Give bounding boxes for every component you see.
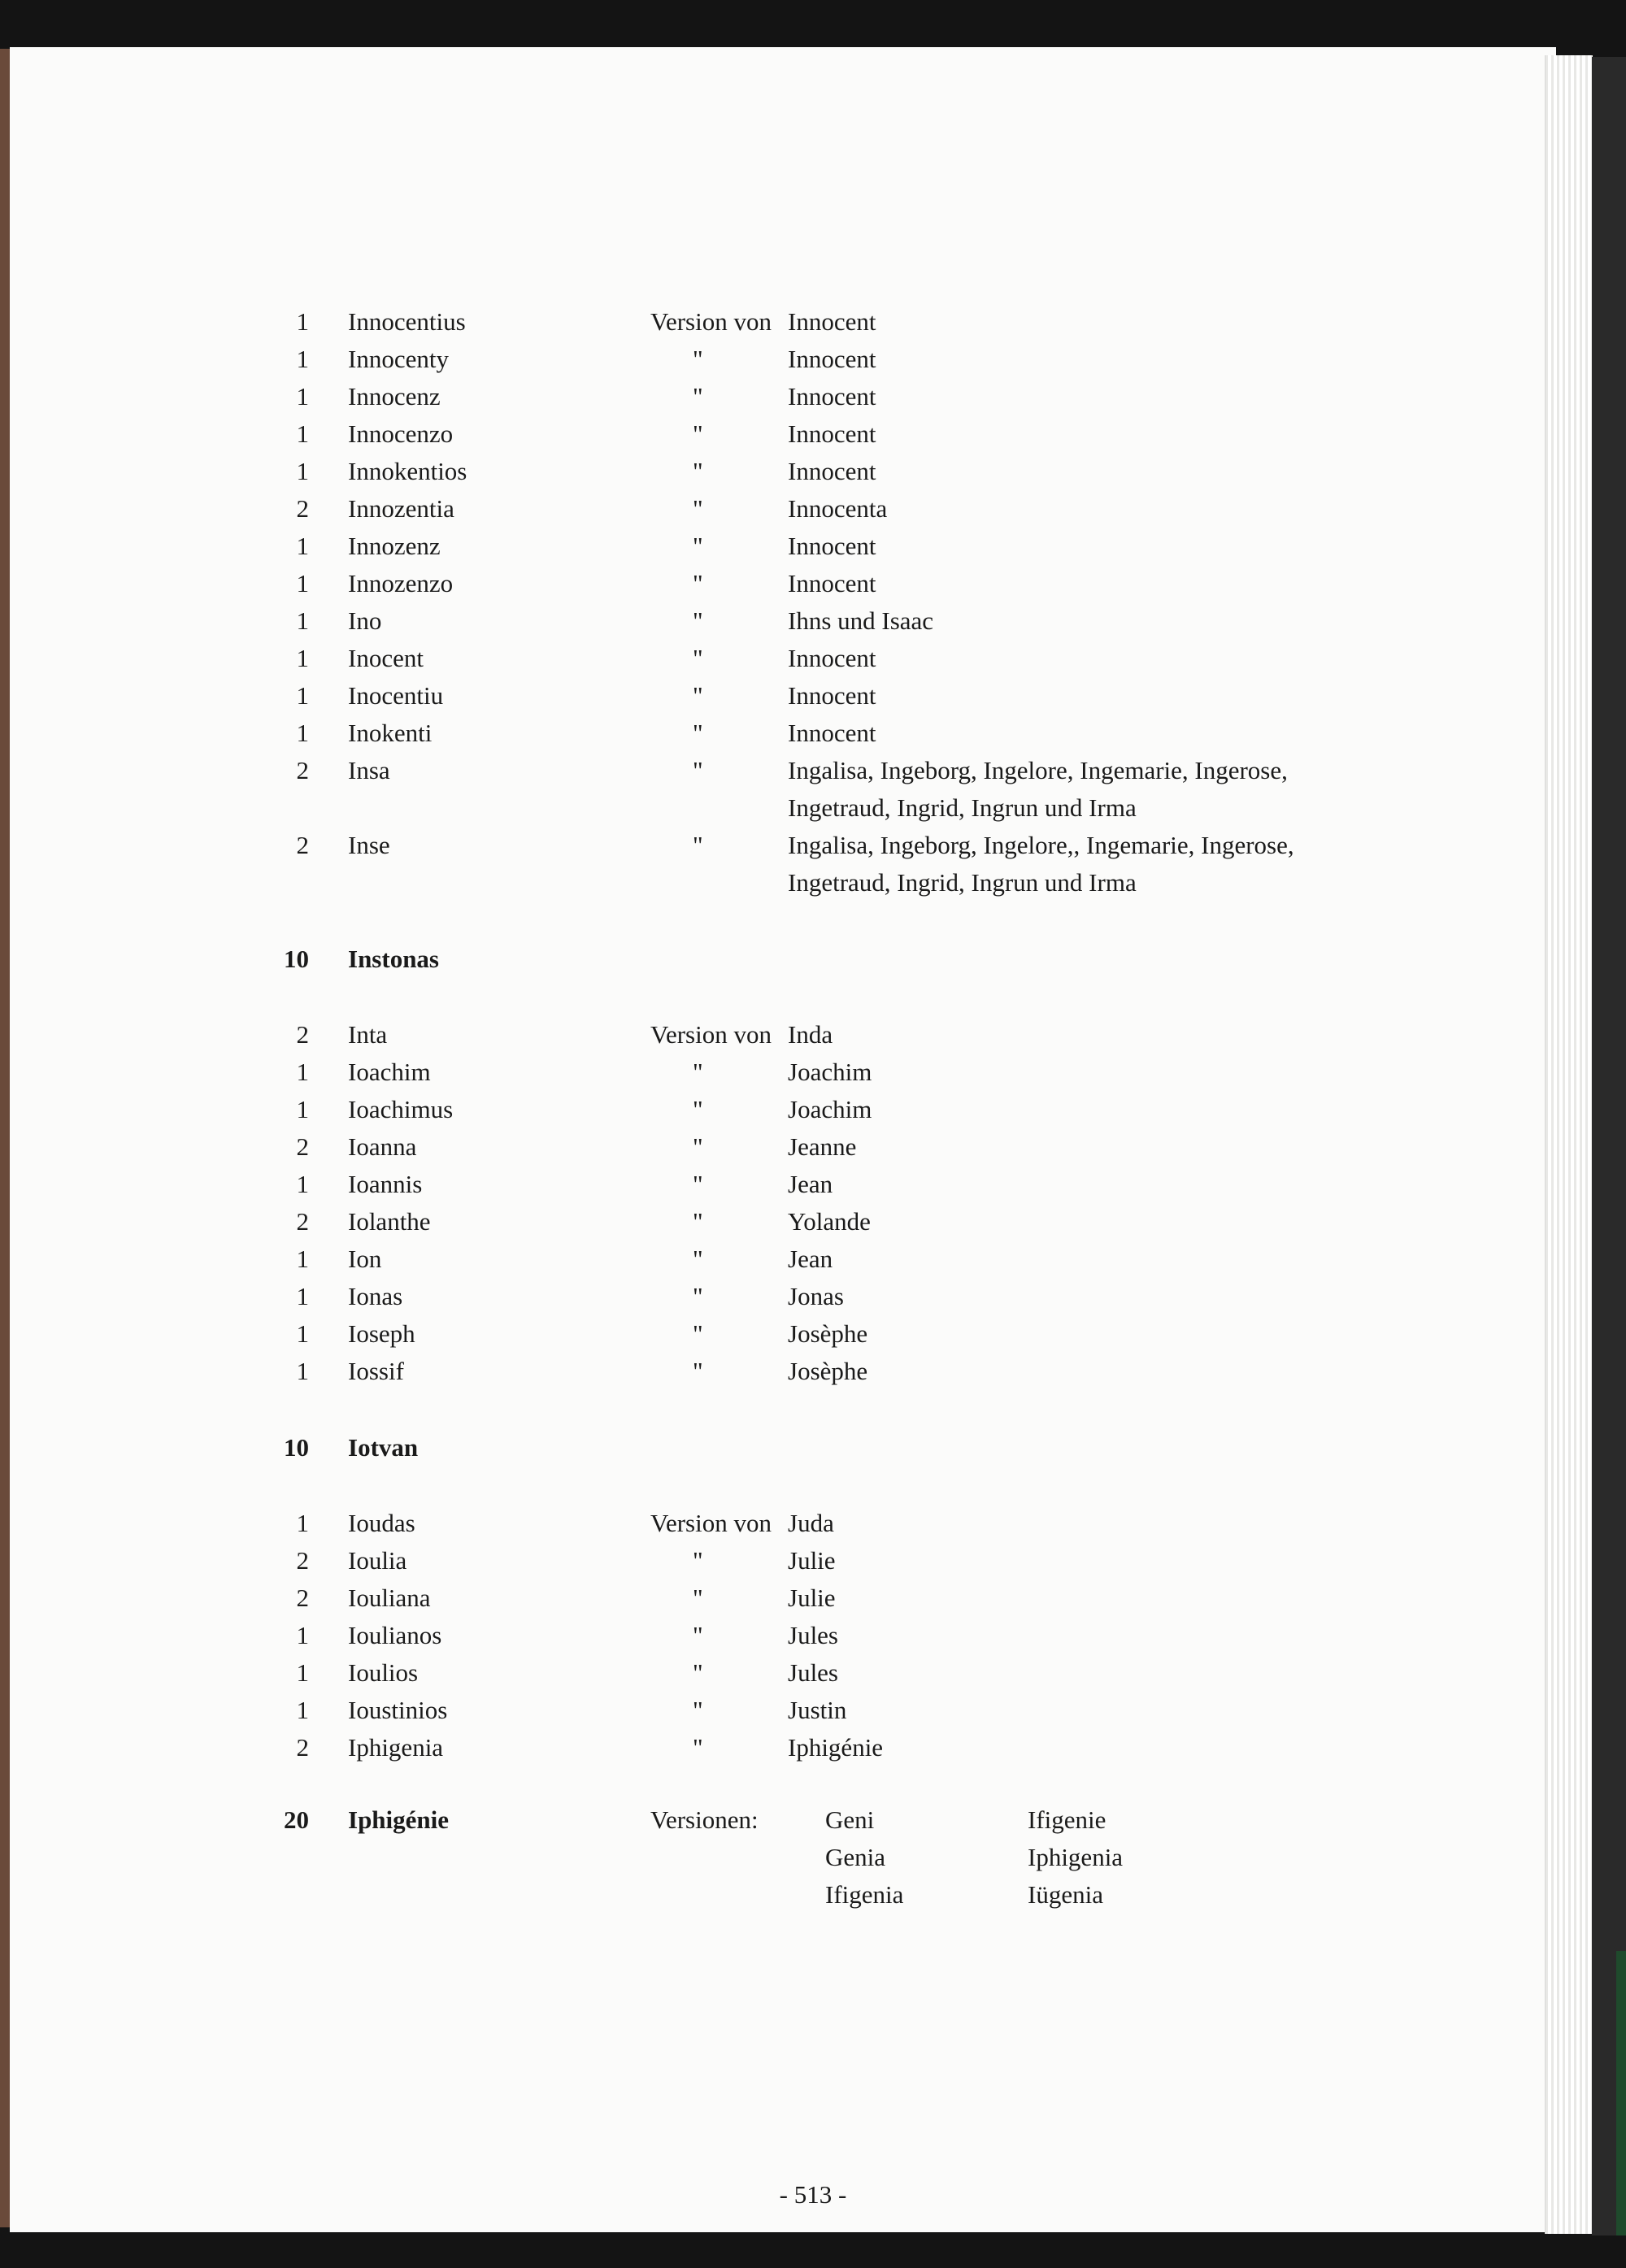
entry-target: Innocent [788,345,876,373]
ditto-mark: " [693,1095,703,1123]
entry-name: Ioudas [348,1509,415,1537]
entry-name: Inocentiu [348,681,444,710]
entry-number: 1 [296,1696,309,1724]
entry-name: Iphigenia [348,1733,444,1762]
ditto-mark: " [693,1546,703,1575]
ditto-mark: " [693,457,703,485]
entry-number: 1 [296,345,309,373]
name-entry [0,1353,1447,1427]
entry-name: Ioannis [348,1170,423,1198]
variants-column-2 [1028,1801,1123,1914]
entry-number: 1 [296,1058,309,1086]
page-number: - 513 - [779,2180,847,2209]
entry-target: Ingalisa, Ingeborg, Ingelore, Ingemarie, Ingerose, Ingetraud, Ingrid, Ingrun und Irma [788,756,1288,822]
entry-number: 1 [296,1658,309,1687]
entry-name: Iolanthe [348,1207,431,1236]
entry-target: Jean [788,1170,833,1198]
entry-target: Innocent [788,532,876,560]
entry-name: Innozentia [348,494,454,523]
ditto-mark: " [693,345,703,373]
variant-name: Geni [825,1805,875,1834]
variants-entry [0,1801,1463,1923]
ditto-mark: " [693,1282,703,1310]
name-entry [0,752,1447,827]
entry-name: Innocenzo [348,419,454,448]
entry-name: Iossif [348,1357,404,1385]
name-entry [0,1429,1447,1504]
name-entry [0,827,1447,902]
entry-number: 1 [296,1319,309,1348]
name-entry [0,941,1447,1015]
entry-number: 2 [296,1207,309,1236]
ditto-mark: " [693,644,703,672]
entry-target: Ingalisa, Ingeborg, Ingelore,, Ingemarie, Ingerose, Ingetraud, Ingrid, Ingrun und Irma [788,831,1294,897]
entry-name: Ioustinios [348,1696,448,1724]
entry-target: Innocent [788,719,876,747]
ditto-mark: " [693,719,703,747]
ditto-mark: " [693,532,703,560]
ditto-mark: " [693,1058,703,1086]
entry-relation: Version von [650,1020,772,1049]
entry-number: 10 [284,1433,309,1462]
entry-number: 1 [296,606,309,635]
ditto-mark: " [693,606,703,635]
variant-name: Iügenia [1028,1880,1103,1909]
ditto-mark: " [693,1357,703,1385]
variants-label: Versionen: [650,1805,759,1834]
entry-relation: Version von [650,1509,772,1537]
entry-target: Jeanne [788,1132,857,1161]
entry-target: Juda [788,1509,834,1537]
entry-target: Iphigénie [788,1733,884,1762]
entry-name: Inse [348,831,390,859]
ditto-mark: " [693,1170,703,1198]
entry-name: Ioulios [348,1658,419,1687]
ditto-mark: " [693,681,703,710]
ditto-mark: " [693,1696,703,1724]
entry-target: Jonas [788,1282,844,1310]
entry-target: Jean [788,1245,833,1273]
entry-name: Ion [348,1245,382,1273]
entry-number: 1 [296,1170,309,1198]
entry-name: Iphigénie [348,1805,450,1834]
entry-number: 2 [296,1132,309,1161]
name-entry [0,1729,1447,1804]
entry-target: Innocent [788,644,876,672]
entry-target: Joachim [788,1058,872,1086]
entry-target: Justin [788,1696,847,1724]
variants-column-1 [825,1801,903,1914]
entry-number: 1 [296,419,309,448]
ditto-mark: " [693,1621,703,1649]
ditto-mark: " [693,1658,703,1687]
entry-number: 2 [296,1546,309,1575]
entry-name: Innokentios [348,457,467,485]
entry-name: Ioachim [348,1058,431,1086]
entry-name: Innocentius [348,307,466,336]
entry-number: 1 [296,1245,309,1273]
entry-number: 2 [296,1733,309,1762]
entry-number: 1 [296,457,309,485]
variant-name: Ifigenie [1028,1805,1106,1834]
entry-target: Ihns und Isaac [788,606,934,635]
entry-number: 1 [296,644,309,672]
variant-name: Genia [825,1843,886,1871]
entry-name: Iotvan [348,1433,419,1462]
entry-relation: Version von [650,307,772,336]
entry-target: Inda [788,1020,833,1049]
entry-name: Insa [348,756,390,784]
entry-number: 1 [296,569,309,597]
entry-name: Inta [348,1020,388,1049]
entry-name: Ino [348,606,382,635]
entry-target: Joachim [788,1095,872,1123]
entry-name: Innozenzo [348,569,454,597]
entry-target: Innocent [788,419,876,448]
entry-target: Innocent [788,681,876,710]
variant-name: Iphigenia [1028,1843,1124,1871]
entry-number: 1 [296,1357,309,1385]
entry-number: 1 [296,382,309,411]
entry-number: 1 [296,532,309,560]
entry-target: Josèphe [788,1319,868,1348]
ditto-mark: " [693,1733,703,1762]
entry-name: Iouliana [348,1584,431,1612]
entry-name: Ioseph [348,1319,415,1348]
entry-number: 2 [296,1020,309,1049]
entry-target: Innocent [788,569,876,597]
entry-name: Innocenz [348,382,441,411]
entry-number: 10 [284,945,309,973]
entry-number: 1 [296,719,309,747]
entry-name: Ioulia [348,1546,407,1575]
ditto-mark: " [693,1132,703,1161]
entry-name: Ioanna [348,1132,417,1161]
ditto-mark: " [693,831,703,859]
ditto-mark: " [693,1584,703,1612]
entry-target: Innocent [788,382,876,411]
ditto-mark: " [693,494,703,523]
entry-target: Innocenta [788,494,888,523]
ditto-mark: " [693,382,703,411]
entry-number: 1 [296,1509,309,1537]
ditto-mark: " [693,1319,703,1348]
entry-target: Innocent [788,307,876,336]
entry-target: Jules [788,1658,838,1687]
entry-target: Julie [788,1546,836,1575]
entry-name: Ioulianos [348,1621,442,1649]
ditto-mark: " [693,569,703,597]
variant-name: Ifigenia [825,1880,904,1909]
entry-number: 20 [284,1805,309,1834]
ditto-mark: " [693,1207,703,1236]
entry-number: 2 [296,1584,309,1612]
entry-number: 1 [296,307,309,336]
entry-number: 2 [296,494,309,523]
entry-name: Ionas [348,1282,403,1310]
entry-number: 2 [296,756,309,784]
entry-number: 1 [296,1095,309,1123]
entry-target: Jules [788,1621,838,1649]
entry-name: Inocent [348,644,424,672]
entry-target: Innocent [788,457,876,485]
ditto-mark: " [693,419,703,448]
entry-name: Instonas [348,945,439,973]
entry-name: Inokenti [348,719,433,747]
entry-name: Ioachimus [348,1095,454,1123]
ditto-mark: " [693,1245,703,1273]
ditto-mark: " [693,756,703,784]
entry-target: Yolande [788,1207,871,1236]
entry-number: 1 [296,1282,309,1310]
entry-number: 2 [296,831,309,859]
entry-name: Innocenty [348,345,449,373]
entry-number: 1 [296,681,309,710]
entry-name: Innozenz [348,532,441,560]
entry-target: Julie [788,1584,836,1612]
entry-target: Josèphe [788,1357,868,1385]
entry-number: 1 [296,1621,309,1649]
